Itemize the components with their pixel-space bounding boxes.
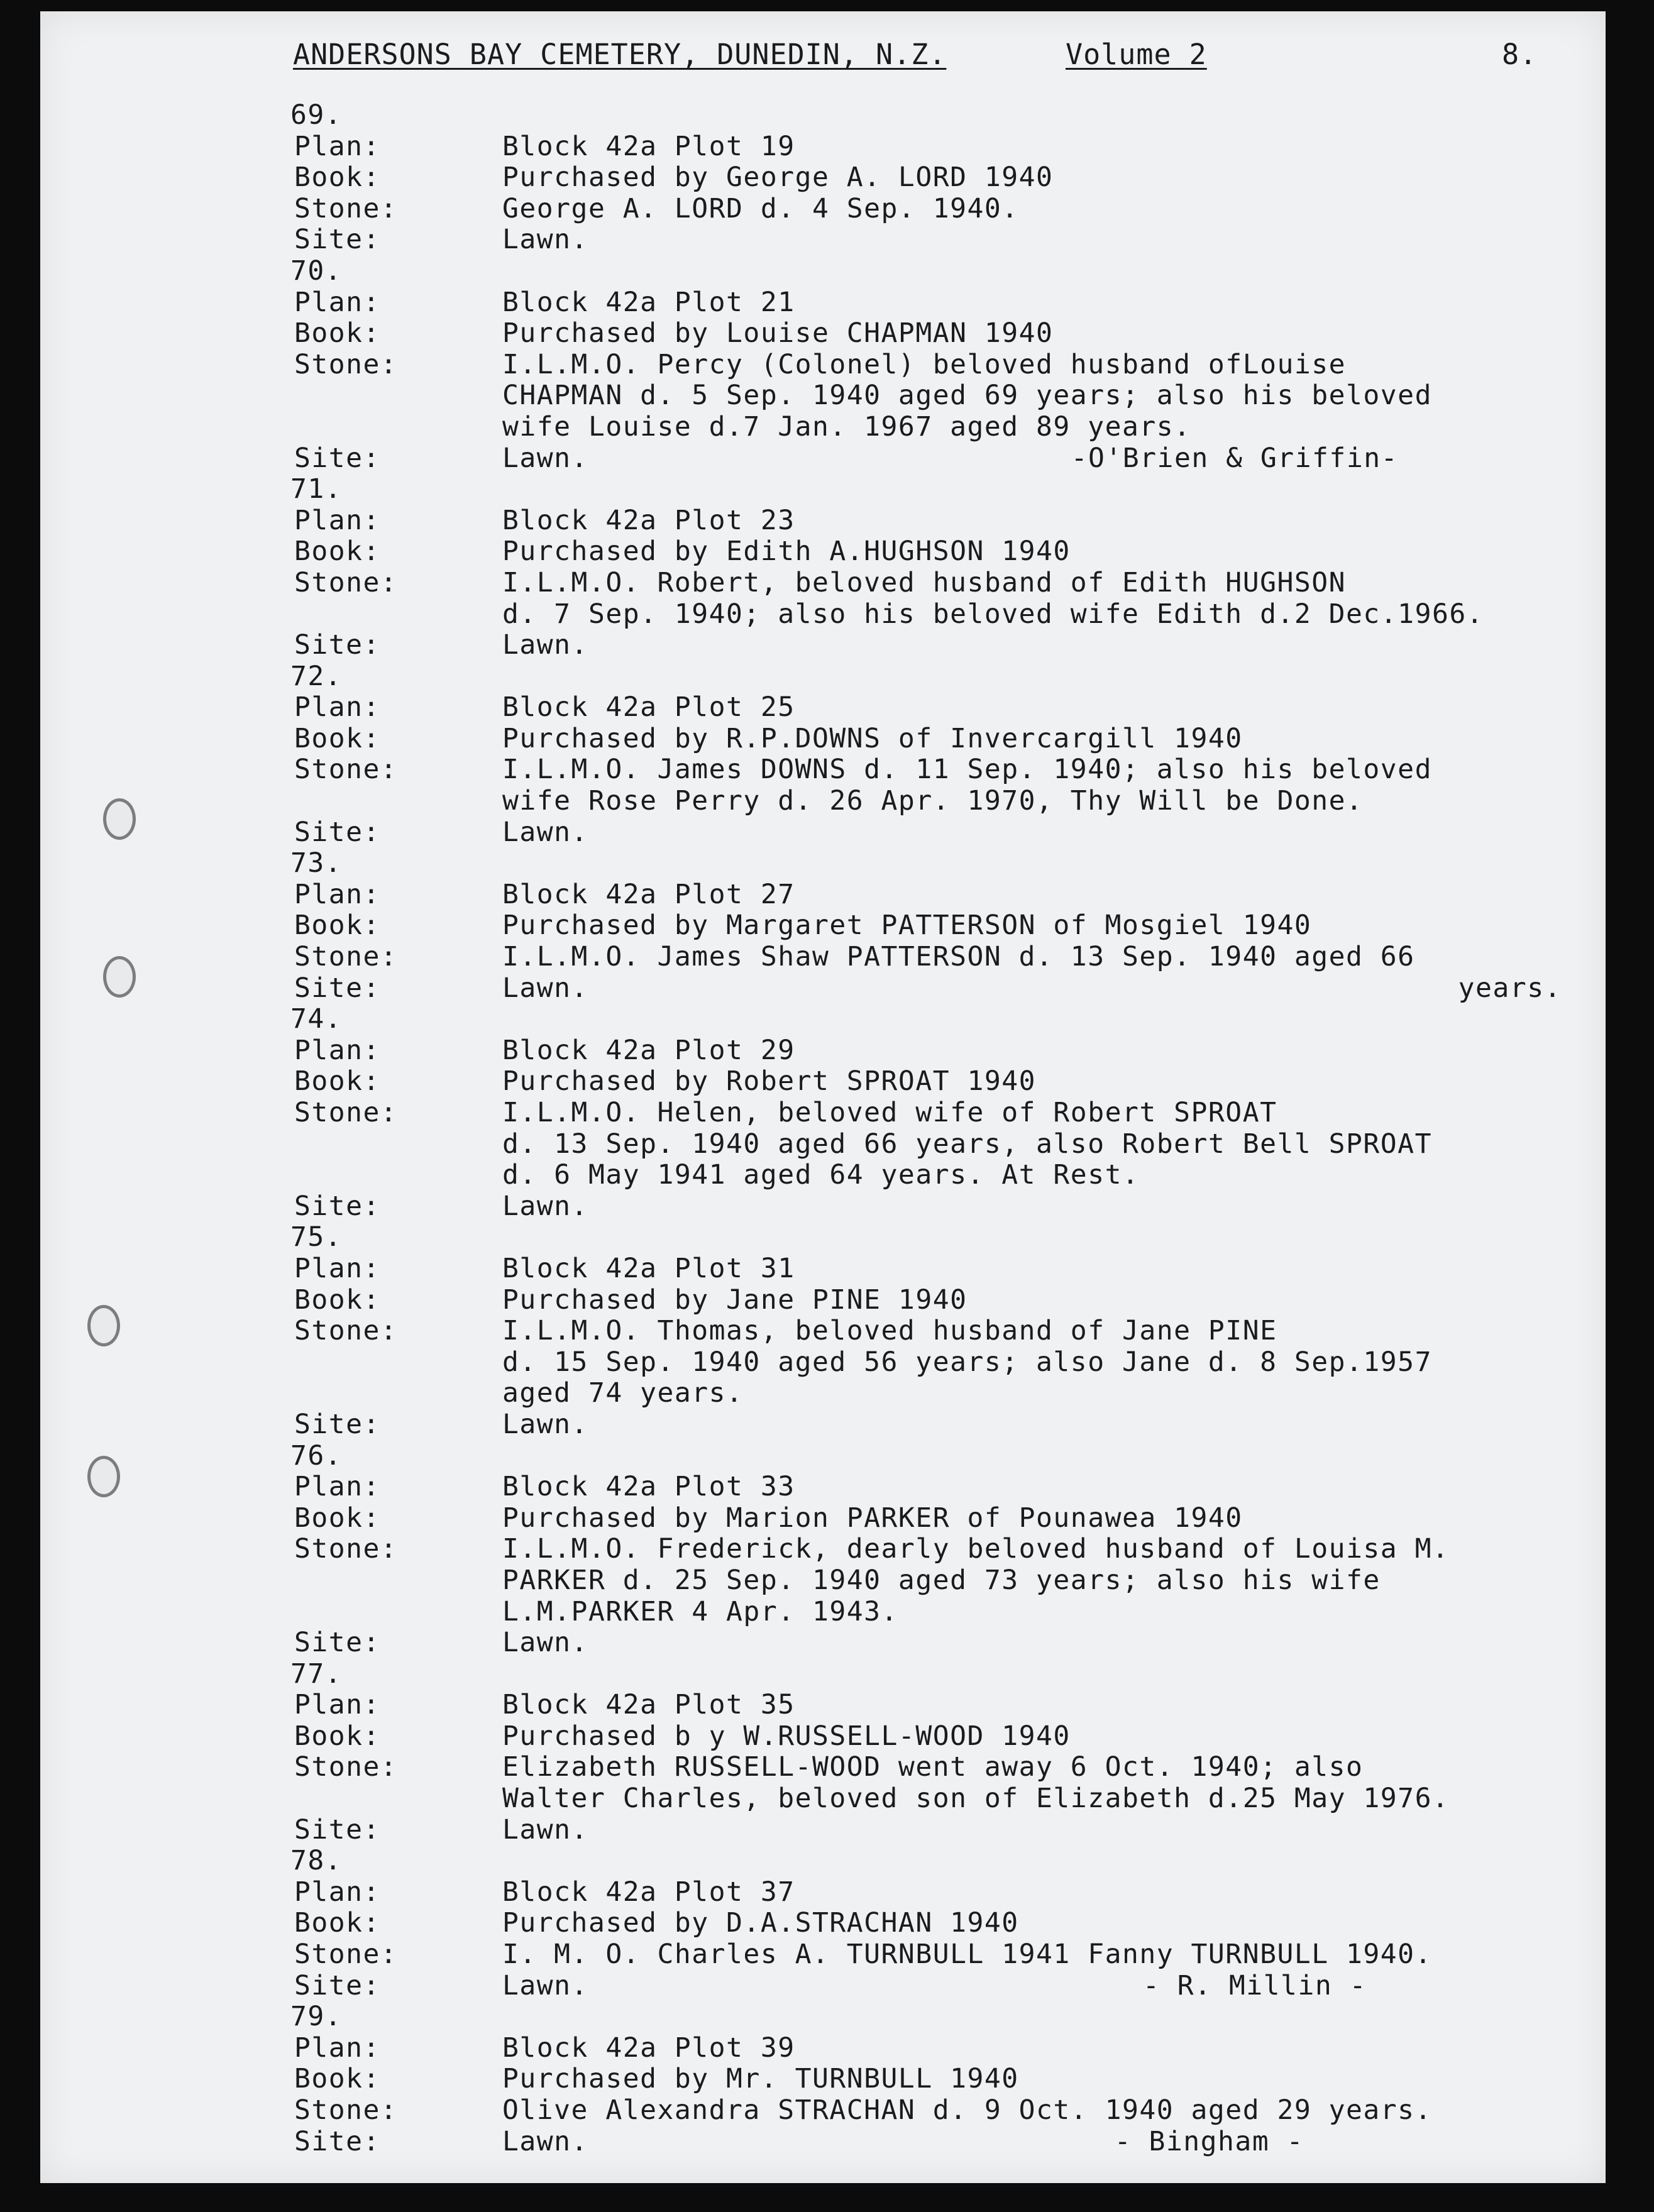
book-label: Book: bbox=[294, 722, 380, 754]
entry-number: 78. bbox=[290, 1845, 343, 1877]
plan-value: Block 42a Plot 27 bbox=[502, 878, 795, 910]
book-label: Book: bbox=[294, 1720, 380, 1752]
stone-line: I.L.M.O. Frederick, dearly beloved husband of Louisa M. bbox=[502, 1533, 1450, 1565]
book-label: Book: bbox=[294, 2063, 380, 2095]
stone-label: Stone: bbox=[294, 2094, 398, 2126]
book-value: Purchased b y W.RUSSELL-WOOD 1940 bbox=[502, 1720, 1071, 1752]
site-value: Lawn. bbox=[502, 224, 588, 256]
site-label: Site: bbox=[294, 442, 380, 474]
entry-69 bbox=[40, 99, 1606, 255]
site-value: Lawn. bbox=[502, 442, 588, 474]
site-label: Site: bbox=[294, 1969, 380, 2001]
stone-line: I.L.M.O. Thomas, beloved husband of Jane PINE bbox=[502, 1315, 1277, 1347]
book-label: Book: bbox=[294, 536, 380, 568]
book-value: Purchased by Mr. TURNBULL 1940 bbox=[502, 2063, 1019, 2095]
entry-number: 71. bbox=[290, 473, 343, 505]
entry-71 bbox=[40, 473, 1606, 661]
entry-number: 77. bbox=[290, 1658, 343, 1690]
entry-number: 74. bbox=[290, 1003, 343, 1035]
book-label: Book: bbox=[294, 1065, 380, 1098]
stone-line: PARKER d. 25 Sep. 1940 aged 73 years; also his wife bbox=[502, 1564, 1381, 1596]
plan-value: Block 42a Plot 25 bbox=[502, 691, 795, 724]
volume-label: Volume 2 bbox=[1066, 38, 1207, 71]
stone-line: Walter Charles, beloved son of Elizabeth d.25 May 1976. bbox=[502, 1783, 1450, 1815]
entry-79 bbox=[40, 2001, 1606, 2157]
site-label: Site: bbox=[294, 1627, 380, 1659]
plan-value: Block 42a Plot 35 bbox=[502, 1689, 795, 1721]
register-page bbox=[40, 11, 1606, 2183]
plan-label: Plan: bbox=[294, 504, 380, 536]
stone-label: Stone: bbox=[294, 1097, 398, 1128]
plan-label: Plan: bbox=[294, 2032, 380, 2064]
entry-number: 70. bbox=[290, 255, 343, 287]
stone-line: aged 74 years. bbox=[502, 1377, 744, 1409]
stone-continuation: years. bbox=[1458, 972, 1562, 1004]
entry-number: 69. bbox=[290, 99, 343, 131]
book-label: Book: bbox=[294, 1907, 380, 1939]
book-label: Book: bbox=[294, 1502, 380, 1534]
site-label: Site: bbox=[294, 972, 380, 1004]
book-value: Purchased by Edith A.HUGHSON 1940 bbox=[502, 536, 1071, 568]
plan-label: Plan: bbox=[294, 130, 380, 162]
site-label: Site: bbox=[294, 224, 380, 256]
plan-value: Block 42a Plot 21 bbox=[502, 286, 795, 318]
burial-entries bbox=[40, 99, 1606, 2157]
book-label: Book: bbox=[294, 910, 380, 942]
plan-label: Plan: bbox=[294, 1034, 380, 1066]
stone-line: George A. LORD d. 4 Sep. 1940. bbox=[502, 192, 1019, 224]
site-value: Lawn. bbox=[502, 816, 588, 848]
site-value: Lawn. bbox=[502, 629, 588, 661]
book-value: Purchased by Jane PINE 1940 bbox=[502, 1284, 968, 1316]
book-value: Purchased by George A. LORD 1940 bbox=[502, 162, 1054, 194]
entry-number: 75. bbox=[290, 1221, 343, 1253]
stone-line: Elizabeth RUSSELL-WOOD went away 6 Oct. 1940; also bbox=[502, 1751, 1364, 1783]
book-label: Book: bbox=[294, 162, 380, 194]
mason-note: - Bingham - bbox=[1114, 2125, 1304, 2157]
site-label: Site: bbox=[294, 1190, 380, 1222]
stone-label: Stone: bbox=[294, 1533, 398, 1565]
entry-number: 79. bbox=[290, 2001, 343, 2033]
plan-label: Plan: bbox=[294, 1252, 380, 1284]
stone-line: I. M. O. Charles A. TURNBULL 1941 Fanny TURNBULL 1940. bbox=[502, 1939, 1432, 1971]
stone-line: I.L.M.O. Helen, beloved wife of Robert SPROAT bbox=[502, 1097, 1277, 1128]
stone-line: wife Louise d.7 Jan. 1967 aged 89 years. bbox=[502, 410, 1191, 443]
entry-number: 72. bbox=[290, 660, 343, 692]
book-value: Purchased by D.A.STRACHAN 1940 bbox=[502, 1907, 1019, 1939]
plan-value: Block 42a Plot 39 bbox=[502, 2032, 795, 2064]
site-value: Lawn. bbox=[502, 1813, 588, 1846]
page-header bbox=[40, 38, 1606, 75]
book-value: Purchased by Robert SPROAT 1940 bbox=[502, 1065, 1037, 1098]
plan-label: Plan: bbox=[294, 691, 380, 724]
stone-line: I.L.M.O. James DOWNS d. 11 Sep. 1940; also his beloved bbox=[502, 754, 1432, 786]
entry-78 bbox=[40, 1845, 1606, 2001]
plan-value: Block 42a Plot 23 bbox=[502, 504, 795, 536]
site-value: Lawn. bbox=[502, 1408, 588, 1440]
stone-line: wife Rose Perry d. 26 Apr. 1970, Thy Will be Done. bbox=[502, 785, 1364, 817]
stone-line: CHAPMAN d. 5 Sep. 1940 aged 69 years; also his beloved bbox=[502, 380, 1432, 412]
plan-value: Block 42a Plot 19 bbox=[502, 130, 795, 162]
stone-label: Stone: bbox=[294, 754, 398, 786]
stone-line: I.L.M.O. Percy (Colonel) beloved husband ofLouise bbox=[502, 348, 1347, 380]
plan-label: Plan: bbox=[294, 1689, 380, 1721]
site-label: Site: bbox=[294, 629, 380, 661]
cemetery-title: ANDERSONS BAY CEMETERY, DUNEDIN, N.Z. bbox=[293, 38, 947, 71]
site-label: Site: bbox=[294, 816, 380, 848]
stone-label: Stone: bbox=[294, 348, 398, 380]
plan-value: Block 42a Plot 29 bbox=[502, 1034, 795, 1066]
entry-75 bbox=[40, 1221, 1606, 1439]
stone-label: Stone: bbox=[294, 1751, 398, 1783]
stone-line: I.L.M.O. James Shaw PATTERSON d. 13 Sep. 1940 aged 66 bbox=[502, 941, 1415, 973]
entry-72 bbox=[40, 661, 1606, 848]
book-label: Book: bbox=[294, 317, 380, 349]
plan-label: Plan: bbox=[294, 1471, 380, 1503]
plan-label: Plan: bbox=[294, 286, 380, 318]
plan-value: Block 42a Plot 33 bbox=[502, 1471, 795, 1503]
book-value: Purchased by R.P.DOWNS of Invercargill 1940 bbox=[502, 722, 1243, 754]
site-value: Lawn. bbox=[502, 2125, 588, 2157]
plan-value: Block 42a Plot 37 bbox=[502, 1876, 795, 1908]
stone-line: Olive Alexandra STRACHAN d. 9 Oct. 1940 aged 29 years. bbox=[502, 2094, 1432, 2126]
site-value: Lawn. bbox=[502, 1969, 588, 2001]
stone-line: d. 15 Sep. 1940 aged 56 years; also Jane d. 8 Sep.1957 bbox=[502, 1346, 1432, 1378]
stone-line: d. 13 Sep. 1940 aged 66 years, also Robert Bell SPROAT bbox=[502, 1128, 1432, 1160]
stone-label: Stone: bbox=[294, 941, 398, 973]
site-value: Lawn. bbox=[502, 1627, 588, 1659]
site-label: Site: bbox=[294, 1408, 380, 1440]
entry-70 bbox=[40, 255, 1606, 473]
plan-label: Plan: bbox=[294, 878, 380, 910]
site-value: Lawn. bbox=[502, 1190, 588, 1222]
mason-note: -O'Brien & Griffin- bbox=[1071, 442, 1398, 474]
stone-line: L.M.PARKER 4 Apr. 1943. bbox=[502, 1595, 898, 1627]
book-label: Book: bbox=[294, 1284, 380, 1316]
mason-note: - R. Millin - bbox=[1142, 1969, 1367, 2001]
entry-number: 73. bbox=[290, 847, 343, 879]
stone-label: Stone: bbox=[294, 566, 398, 598]
entry-number: 76. bbox=[290, 1439, 343, 1472]
stone-line: d. 6 May 1941 aged 64 years. At Rest. bbox=[502, 1159, 1140, 1191]
entry-77 bbox=[40, 1658, 1606, 1846]
site-label: Site: bbox=[294, 2125, 380, 2157]
entry-73 bbox=[40, 847, 1606, 1003]
site-value: Lawn. bbox=[502, 972, 588, 1004]
book-value: Purchased by Marion PARKER of Pounawea 1940 bbox=[502, 1502, 1243, 1534]
stone-label: Stone: bbox=[294, 1315, 398, 1347]
stone-line: d. 7 Sep. 1940; also his beloved wife Edith d.2 Dec.1966. bbox=[502, 598, 1484, 630]
book-value: Purchased by Louise CHAPMAN 1940 bbox=[502, 317, 1054, 349]
entry-74 bbox=[40, 1003, 1606, 1221]
stone-label: Stone: bbox=[294, 192, 398, 224]
book-value: Purchased by Margaret PATTERSON of Mosgiel 1940 bbox=[502, 910, 1312, 942]
site-label: Site: bbox=[294, 1813, 380, 1846]
page-number: 8. bbox=[1502, 38, 1538, 71]
plan-value: Block 42a Plot 31 bbox=[502, 1252, 795, 1284]
stone-line: I.L.M.O. Robert, beloved husband of Edith HUGHSON bbox=[502, 566, 1347, 598]
entry-76 bbox=[40, 1440, 1606, 1658]
stone-label: Stone: bbox=[294, 1939, 398, 1971]
plan-label: Plan: bbox=[294, 1876, 380, 1908]
